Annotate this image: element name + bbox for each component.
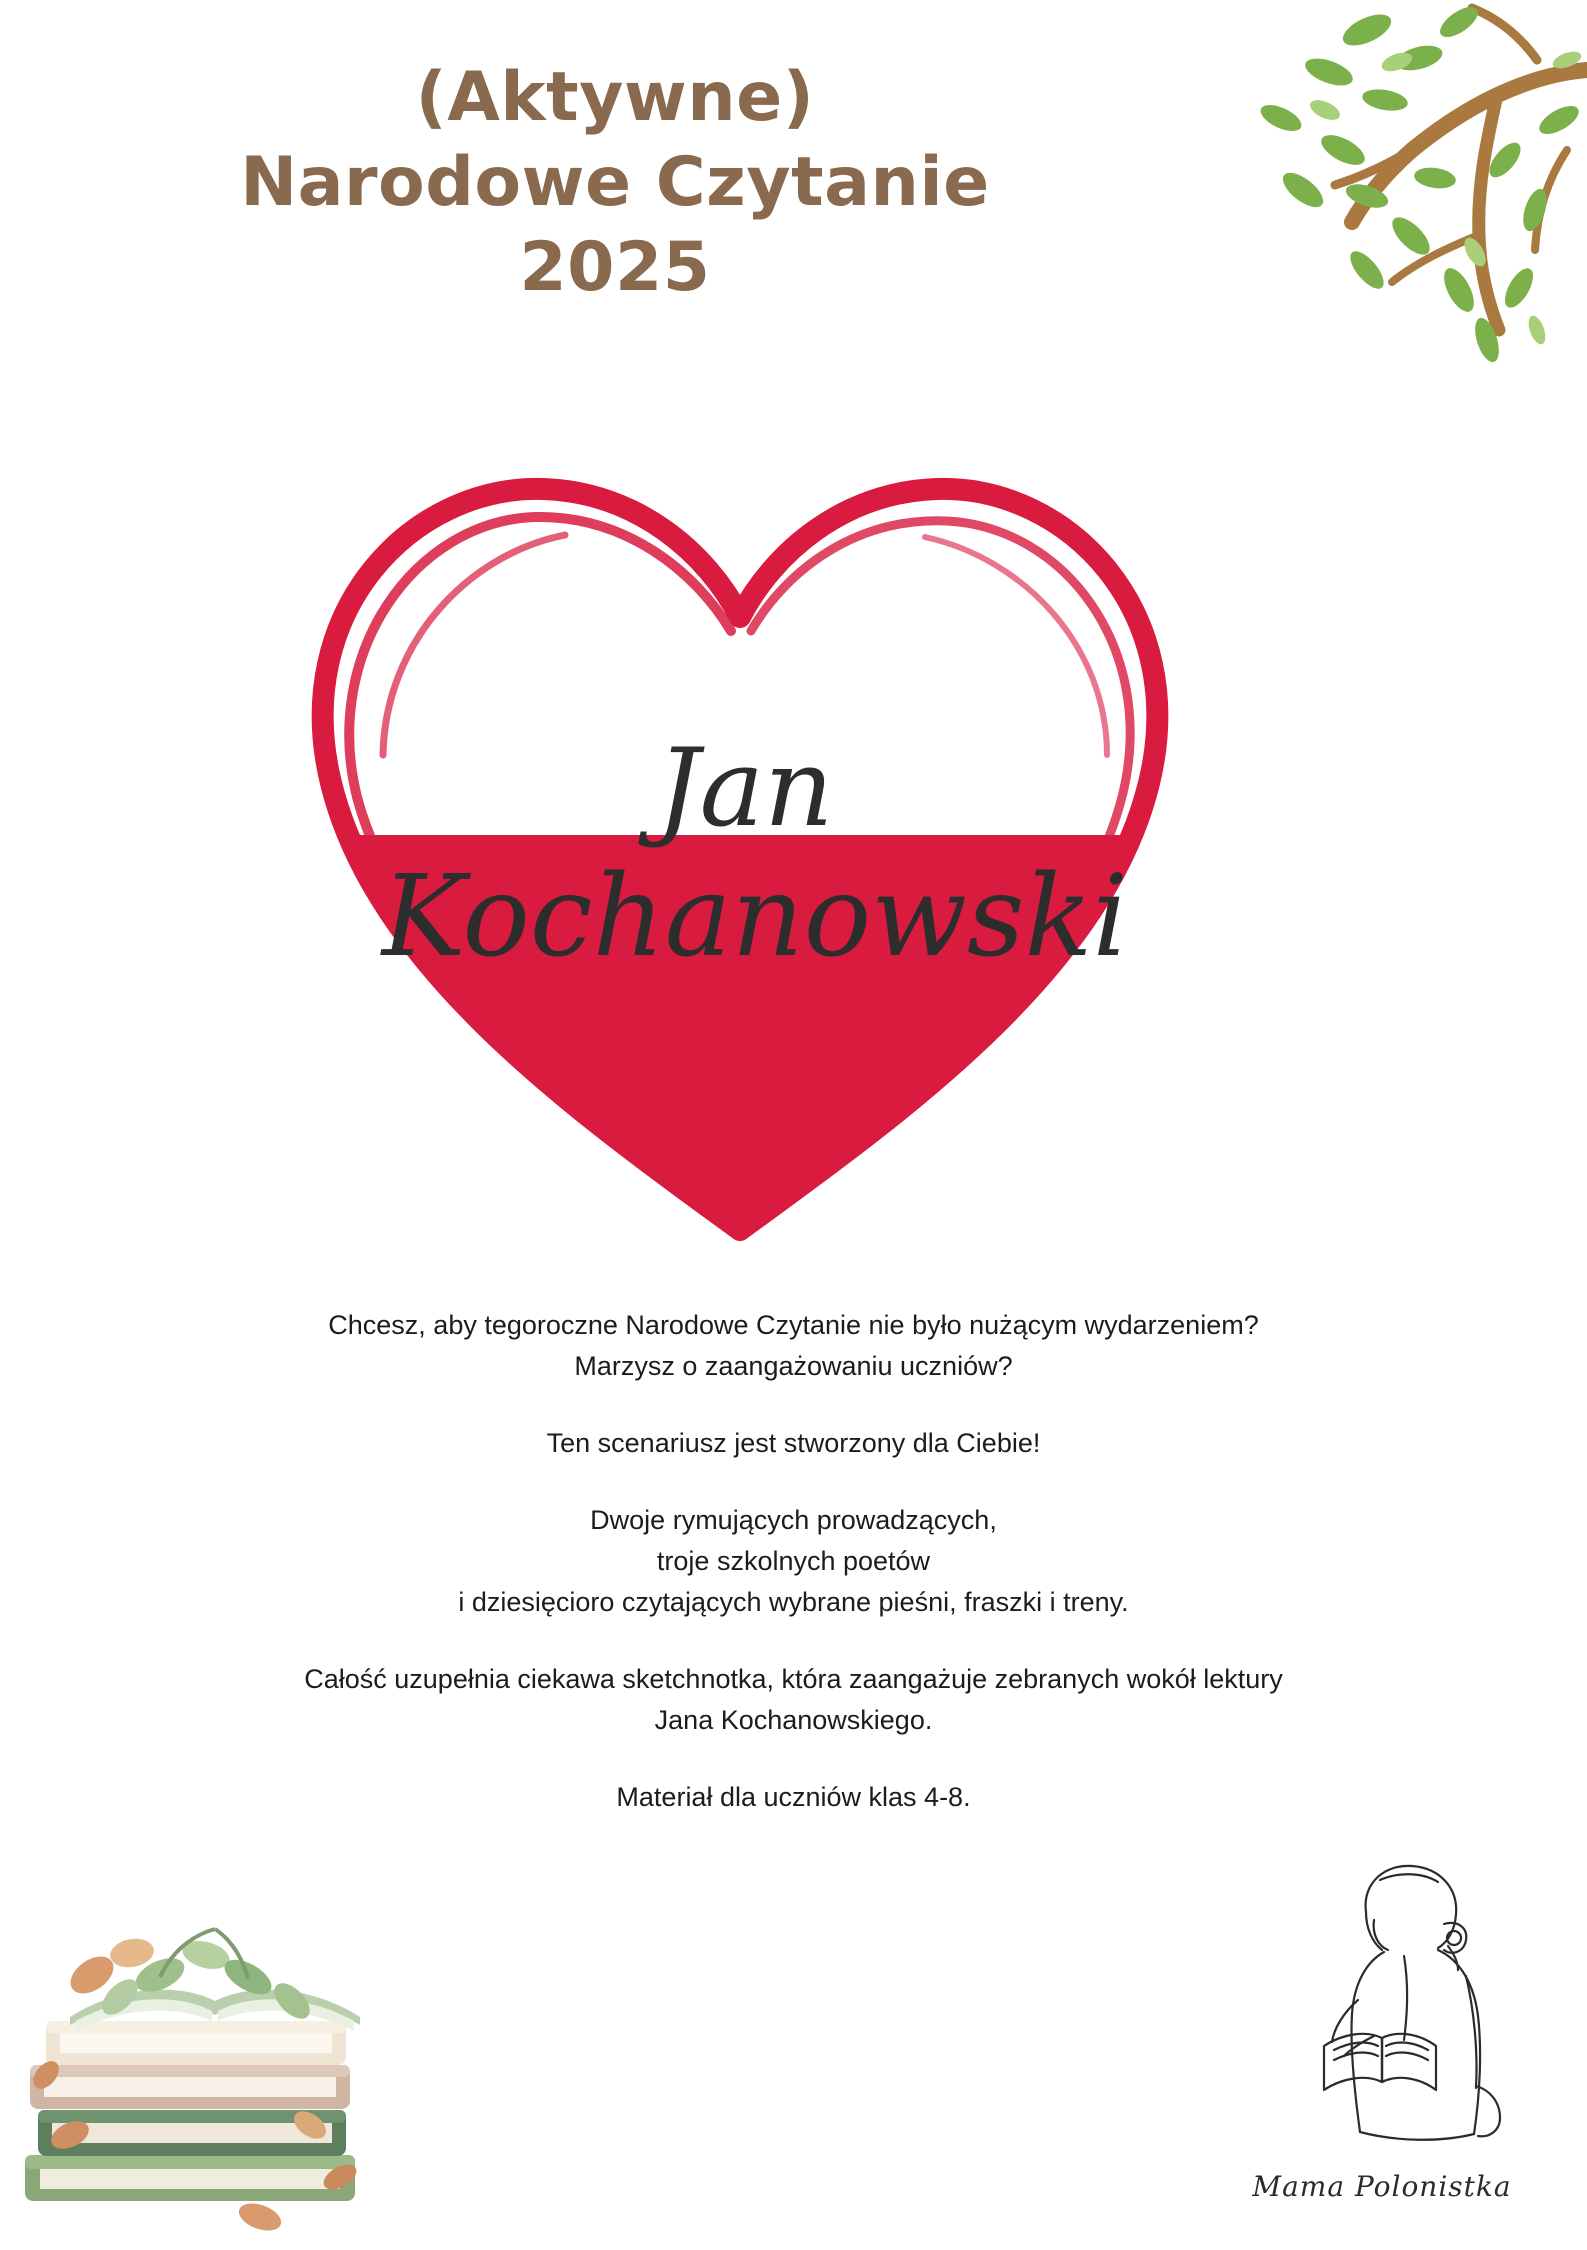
copy-line-7: Całość uzupełnia ciekawa sketchnotka, która zaangażuje zebranych wokół lektury	[304, 1664, 1283, 1695]
title-line-2: Narodowe Czytanie	[240, 143, 990, 222]
copy-line-8: Jana Kochanowskiego.	[654, 1705, 933, 1736]
girl-reading-icon	[1262, 1850, 1532, 2150]
copy-line-2: Marzysz o zaangażowaniu uczniów?	[574, 1351, 1013, 1382]
copy-line-3: Ten scenariusz jest stworzony dla Ciebie!	[546, 1428, 1041, 1459]
copy-line-6: i dziesięcioro czytających wybrane pieśni, fraszki i treny.	[458, 1587, 1129, 1618]
stack-of-books-icon	[10, 1825, 430, 2245]
author-first-name: Jan	[656, 726, 834, 851]
copy-line-9: Materiał dla uczniów klas 4-8.	[616, 1782, 971, 1813]
heart-flag-graphic	[265, 425, 1215, 1255]
copy-line-4: Dwoje rymujących prowadzących,	[590, 1505, 997, 1536]
copy-line-5: troje szkolnych poetów	[656, 1546, 931, 1577]
brand-signature: Mama Polonistka	[1252, 2170, 1512, 2203]
spacer	[0, 1464, 1587, 1500]
spacer	[0, 1387, 1587, 1423]
title-line-3: 2025	[519, 228, 711, 307]
spacer	[0, 1741, 1587, 1777]
author-last-name: Kochanowski	[381, 852, 1129, 982]
body-copy	[0, 1305, 1587, 1818]
title-line-1: (Aktywne)	[415, 58, 815, 137]
spacer	[0, 1623, 1587, 1659]
copy-line-1: Chcesz, aby tegoroczne Narodowe Czytanie nie było nużącym wydarzeniem?	[328, 1310, 1259, 1340]
page-title	[0, 55, 1230, 310]
